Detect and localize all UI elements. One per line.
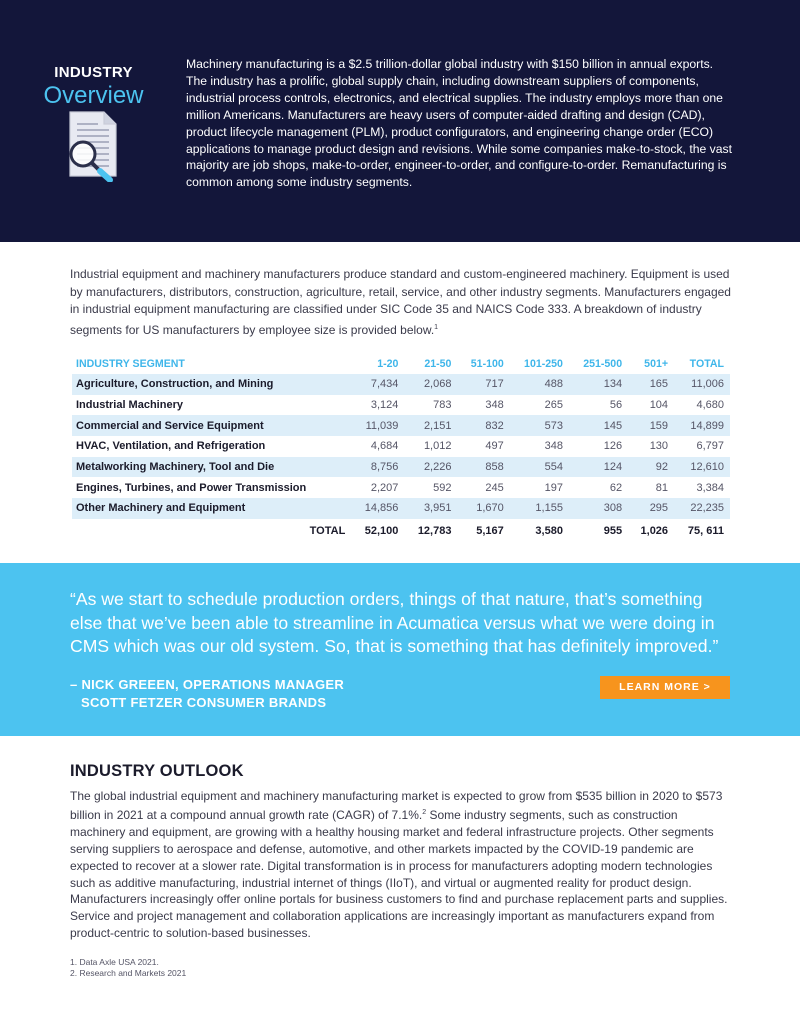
header-industry-segment: INDUSTRY SEGMENT bbox=[76, 358, 185, 370]
document-magnifier-icon bbox=[66, 110, 128, 182]
table-cell: 1,670 bbox=[457, 498, 509, 519]
overview-text: Machinery manufacturing is a $2.5 trillion-dollar global industry with $150 billion in annual exports. The industry has a prolific, global supply chain, including downstream suppliers of components, industrial process controls, electronics, and electrical supplies. The industry employs more than one million Americans. Manufacturers are heavy users of computer-aided drafting and design (CAD), product lifecycle management (PLM), product configurators, and engineering change order (ECO) applications to manage product design and revisions. While some companies make-to-stock, the vast majority are job shops, make-to-order, engineer-to-order, and configure-to-order. Remanufacturing is common among some industry segments. bbox=[186, 57, 733, 190]
table-cell: 295 bbox=[628, 498, 674, 519]
header-total: TOTAL bbox=[689, 358, 724, 370]
table-cell: 7,434 bbox=[351, 374, 404, 395]
table-cell: 1,155 bbox=[510, 498, 569, 519]
footnote-ref-1: 1 bbox=[434, 323, 439, 331]
table-header-row bbox=[72, 354, 730, 374]
table-cell: 265 bbox=[544, 399, 563, 412]
outlook-heading: INDUSTRY OUTLOOK bbox=[70, 762, 244, 780]
intro-paragraph bbox=[70, 266, 732, 339]
table-row bbox=[72, 436, 730, 457]
header-501-plus: 501+ bbox=[644, 358, 669, 370]
table-cell: 126 bbox=[603, 440, 623, 453]
table-cell: 2,068 bbox=[404, 374, 457, 395]
table-row bbox=[72, 477, 730, 498]
table-cell: 348 bbox=[544, 440, 563, 453]
table-cell: 22,235 bbox=[674, 498, 730, 519]
table-cell: 2,207 bbox=[370, 481, 399, 494]
total-cell: 3,580 bbox=[535, 524, 563, 537]
segment-name: HVAC, Ventilation, and Refrigeration bbox=[76, 440, 266, 453]
table-cell: 497 bbox=[485, 440, 504, 453]
total-cell: 955 bbox=[603, 524, 623, 537]
footnote-ref-2: 2 bbox=[422, 808, 427, 816]
table-cell: 197 bbox=[544, 481, 563, 494]
overview-badge bbox=[36, 64, 151, 109]
total-label: TOTAL bbox=[309, 524, 346, 537]
table-cell: 56 bbox=[609, 399, 623, 412]
table-cell: 592 bbox=[433, 481, 452, 494]
table-cell: 1,012 bbox=[423, 440, 452, 453]
table-cell: 348 bbox=[485, 399, 504, 412]
table-cell: 145 bbox=[569, 415, 628, 436]
segment-name: Agriculture, Construction, and Mining bbox=[72, 374, 351, 395]
total-cell: 1,026 bbox=[640, 524, 669, 537]
table-cell: 62 bbox=[609, 481, 623, 494]
header-101-250: 101-250 bbox=[524, 358, 563, 370]
overview-kicker: INDUSTRY bbox=[54, 64, 133, 81]
intro-text: Industrial equipment and machinery manufacturers produce standard and custom-engineered machinery. Equipment is used by manufacturers, distributors, construction, agriculture, retail, service, and other industry segments. Manufacturers engaged in industrial equipment manufacturing are classified under SIC Code 35 and NAICS Code 333. A breakdown of industry segments for US manufacturers by employee size is provided below. bbox=[70, 267, 731, 337]
table-cell: 3,124 bbox=[370, 399, 399, 412]
header-251-500: 251-500 bbox=[583, 358, 623, 370]
segment-name: Commercial and Service Equipment bbox=[72, 415, 351, 436]
attribution-company: SCOTT FETZER CONSUMER BRANDS bbox=[81, 694, 327, 710]
table-cell: 165 bbox=[628, 374, 674, 395]
table-cell: 308 bbox=[569, 498, 628, 519]
total-cell: 52,100 bbox=[364, 524, 399, 537]
table-cell: 832 bbox=[457, 415, 509, 436]
table-row bbox=[72, 374, 730, 395]
table-cell: 488 bbox=[510, 374, 569, 395]
table-cell: 717 bbox=[457, 374, 509, 395]
table-row bbox=[72, 415, 730, 436]
table-cell: 11,039 bbox=[351, 415, 404, 436]
table-cell: 104 bbox=[649, 399, 669, 412]
grand-total-cell: 75, 611 bbox=[687, 524, 724, 537]
table-cell: 4,680 bbox=[696, 399, 724, 412]
outlook-text-part1: The global industrial equipment and machinery manufacturing market is expected to grow from $535 billion in 2020 to $573 billion in 2021 at a compound annual growth rate (CAGR) of 7.1%. bbox=[70, 789, 723, 822]
segment-name: Engines, Turbines, and Power Transmission bbox=[76, 481, 307, 494]
table-total-row bbox=[72, 519, 730, 543]
overview-title: Overview bbox=[43, 82, 144, 109]
table-cell: 14,856 bbox=[351, 498, 404, 519]
testimonial-attribution bbox=[70, 676, 344, 711]
table-cell: 573 bbox=[510, 415, 569, 436]
table-cell: 783 bbox=[433, 399, 452, 412]
table-cell: 6,797 bbox=[696, 440, 724, 453]
table-cell: 92 bbox=[628, 457, 674, 478]
learn-more-button[interactable]: LEARN MORE > bbox=[600, 676, 730, 699]
table-row bbox=[72, 395, 730, 416]
table-cell: 134 bbox=[569, 374, 628, 395]
testimonial-band bbox=[0, 563, 800, 736]
table-cell: 130 bbox=[649, 440, 669, 453]
attribution-name: – NICK GREEEN, OPERATIONS MANAGER bbox=[70, 677, 345, 692]
table-cell: 81 bbox=[655, 481, 669, 494]
header-1-20: 1-20 bbox=[377, 358, 399, 370]
table-cell: 11,006 bbox=[674, 374, 730, 395]
total-cell: 12,783 bbox=[417, 524, 452, 537]
footnote-2: 2. Research and Markets 2021 bbox=[70, 968, 187, 978]
table-cell: 554 bbox=[510, 457, 569, 478]
table-cell: 124 bbox=[569, 457, 628, 478]
header-51-100: 51-100 bbox=[470, 358, 504, 370]
industry-segment-table bbox=[72, 354, 730, 543]
table-cell: 245 bbox=[485, 481, 504, 494]
table-cell: 8,756 bbox=[351, 457, 404, 478]
outlook-text-part2: Some industry segments, such as construction machinery and equipment, are growing with a healthy housing market and federal infrastructure projects. Other segments serving suppliers to aerospace and defense, automotive, and other markets impacted by the COVID-19 pandemic are expected to recover at a slower rate. Digital transformation is in process for manufacturers adopting modern technologies such as additive manufacturing, industrial internet of things (IIoT), and virtual or augmented reality for product design. Manufacturers increasingly offer online portals for business customers to find and purchase replacement parts and supplies. Service and project management and collaboration applications are increasingly important as manufacturers expand from product-centric to solution-based businesses. bbox=[70, 807, 728, 941]
table-cell: 858 bbox=[457, 457, 509, 478]
table-cell: 3,951 bbox=[404, 498, 457, 519]
overview-header bbox=[0, 0, 800, 242]
table-cell: 2,151 bbox=[404, 415, 457, 436]
table-cell: 4,684 bbox=[370, 440, 399, 453]
outlook-paragraph bbox=[70, 788, 732, 942]
table-cell: 3,384 bbox=[696, 481, 724, 494]
table-cell: 2,226 bbox=[404, 457, 457, 478]
segment-name: Industrial Machinery bbox=[76, 399, 183, 412]
segment-name: Metalworking Machinery, Tool and Die bbox=[72, 457, 351, 478]
table-cell: 14,899 bbox=[674, 415, 730, 436]
table-row bbox=[72, 457, 730, 478]
testimonial-quote: “As we start to schedule production orders, things of that nature, that’s something else that we’ve been able to streamline in Acumatica versus what we were doing in CMS which was our old system. So, that is something that has definitely improved.” bbox=[70, 589, 719, 656]
header-21-50: 21-50 bbox=[424, 358, 452, 370]
footnote-1: 1. Data Axle USA 2021. bbox=[70, 957, 159, 967]
total-cell: 5,167 bbox=[476, 524, 504, 537]
table-cell: 159 bbox=[628, 415, 674, 436]
table-row bbox=[72, 498, 730, 519]
footnotes bbox=[70, 957, 186, 979]
segment-name: Other Machinery and Equipment bbox=[72, 498, 351, 519]
table-cell: 12,610 bbox=[674, 457, 730, 478]
